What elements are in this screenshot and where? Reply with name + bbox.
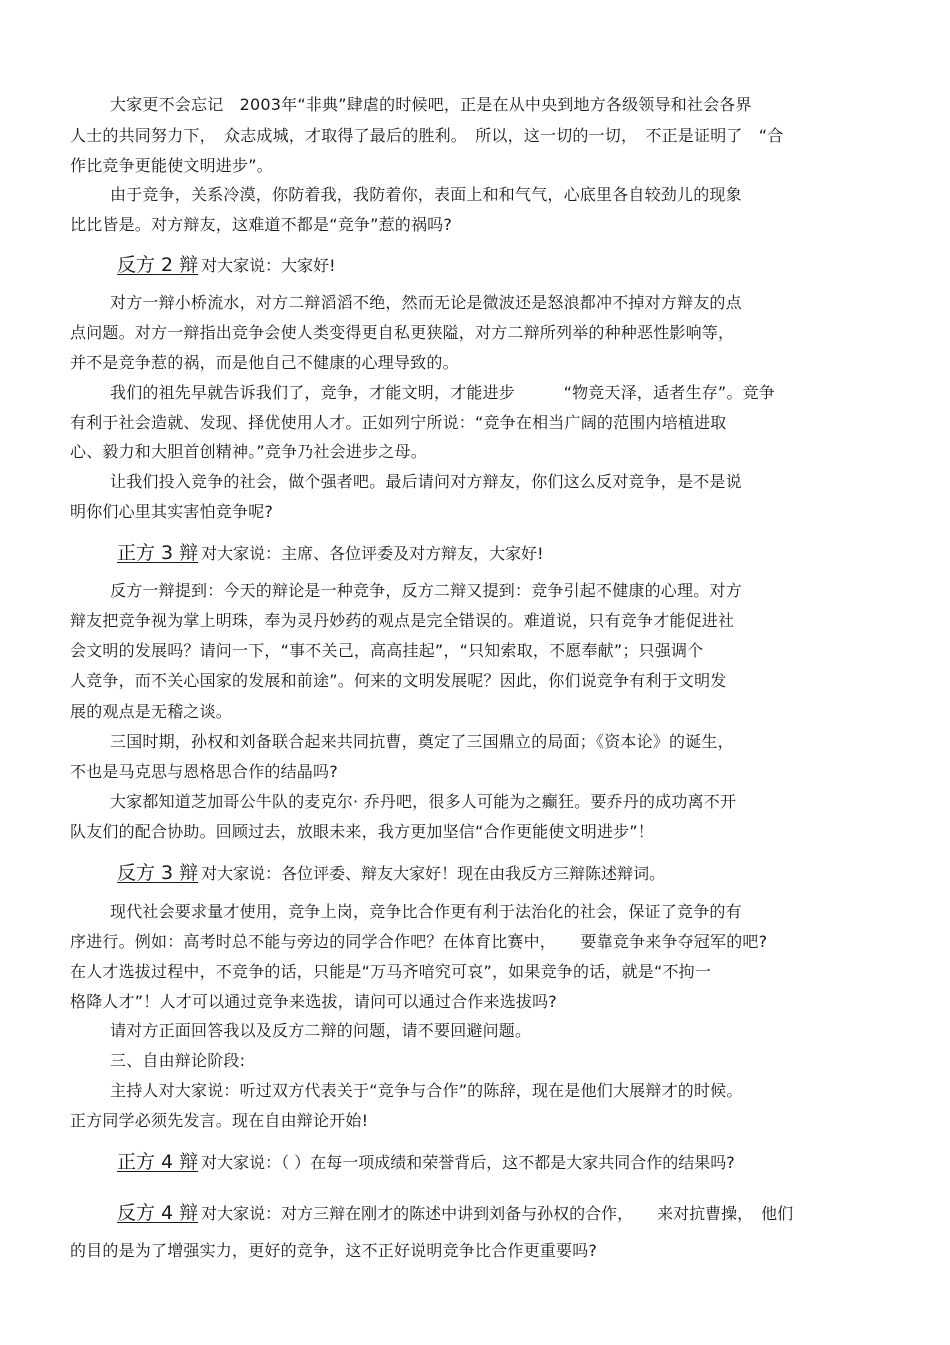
text-line: 不也是马克思与恩格思合作的结晶吗? [70,762,338,781]
speaker-label: 反方 2 辩 [117,254,199,276]
speaker-line [117,1201,793,1226]
text-line: 序进行。例如：高考时总不能与旁边的同学合作吧？在体育比赛中， 要靠竞争来争夺冠军的吧? [70,932,768,951]
text-line: 有利于社会造就、发现、择优使用人才。正如列宁所说：“竞争在相当广阔的范围内培植进取 [70,413,727,432]
text-line: 大家都知道芝加哥公牛队的麦克尔· 乔丹吧，很多人可能为之癫狂。要乔丹的成功离不开 [110,792,737,811]
speaker-label: 正方 4 辩 [117,1151,199,1173]
speaker-label: 反方 4 辩 [117,1202,199,1224]
text-line: 人士的共同努力下， 众志成城，才取得了最后的胜利。 所以，这一切的一切， 不正是证明了 “合 [70,126,784,145]
text-line: 请对方正面回答我以及反方二辩的问题，请不要回避问题。 [110,1021,532,1040]
speaker-line [117,541,544,566]
text-line: 队友们的配合协助。回顾过去，放眼未来，我方更加坚信“合作更能使文明进步”！ [70,822,654,841]
speaker-text: 对大家说：（ ）在每一项成绩和荣誉背后，这不都是大家共同合作的结果吗? [201,1153,735,1172]
text-line: 的目的是为了增强实力，更好的竞争，这不正好说明竞争比合作更重要吗? [70,1241,598,1260]
text-line: 并不是竞争惹的祸，而是他自己不健康的心理导致的。 [70,353,459,372]
text-line: 由于竞争，关系冷漠，你防着我，我防着你，表面上和和气气，心底里各自较劲儿的现象 [110,185,742,204]
text-line: 展的观点是无稽之谈。 [70,702,233,721]
text-line: 格降人才”！人才可以通过竞争来选拔，请问可以通过合作来选拔吗? [70,992,557,1011]
speaker-line [117,253,336,278]
text-line: 主持人对大家说：听过双方代表关于“竞争与合作”的陈辞，现在是他们大展辩才的时候。 [110,1081,743,1100]
text-line: 明你们心里其实害怕竞争呢? [70,502,274,521]
speaker-label: 反方 3 辩 [117,862,199,884]
text-line: 现代社会要求量才使用，竞争上岗，竞争比合作更有利于法治化的社会，保证了竞争的有 [110,902,742,921]
text-line: 辩友把竞争视为掌上明珠，奉为灵丹妙药的观点是完全错误的。难道说，只有竞争才能促进社 [70,611,735,630]
text-line: 人竞争，而不关心国家的发展和前途”。何来的文明发展呢？因此，你们说竞争有利于文明发 [70,671,727,690]
text-line: 会文明的发展吗？请问一下，“事不关己，高高挂起”，“只知索取，不愿奉献”；只强调个 [70,641,704,660]
speaker-line [117,1150,735,1175]
text-line: 比比皆是。对方辩友，这难道不都是“竞争”惹的祸吗? [70,215,453,234]
speaker-label: 正方 3 辩 [117,542,199,564]
speaker-text: 对大家说：对方三辩在刚才的陈述中讲到刘备与孙权的合作， 来对抗曹操， 他们 [201,1204,794,1223]
text-line: 正方同学必须先发言。现在自由辩论开始! [70,1111,369,1130]
speaker-text: 对大家说：主席、各位评委及对方辩友，大家好! [201,544,544,563]
speaker-line [117,861,665,886]
text-line: 反方一辩提到：今天的辩论是一种竞争，反方二辩又提到：竞争引起不健康的心理。对方 [110,581,742,600]
speaker-text: 对大家说：大家好! [201,256,336,275]
speaker-text: 对大家说：各位评委、辩友大家好！现在由我反方三辩陈述辩词。 [201,864,666,883]
text-line: 心、毅力和大胆首创精神。”竞争乃社会进步之母。 [70,442,427,461]
text-line: 对方一辩小桥流水，对方二辩滔滔不绝，然而无论是微波还是怒浪都冲不掉对方辩友的点 [110,293,742,312]
text-line: 作比竞争更能使文明进步”。 [70,156,273,175]
text-line: 我们的祖先早就告诉我们了，竞争，才能文明，才能进步 “物竞天泽，适者生存”。竞争 [110,383,775,402]
text-line: 大家更不会忘记 2003年“非典”肆虐的时候吧，正是在从中央到地方各级领导和社会各界 [110,95,752,114]
text-line: 让我们投入竞争的社会，做个强者吧。最后请问对方辩友，你们这么反对竞争，是不是说 [110,472,742,491]
text-line: 点问题。对方一辩指出竞争会使人类变得更自私更狭隘，对方二辩所列举的种种恶性影响等， [70,323,735,342]
section-heading: 三、自由辩论阶段: [110,1051,246,1070]
text-line: 三国时期，孙权和刘备联合起来共同抗曹，奠定了三国鼎立的局面；《资本论》的诞生， [110,732,734,751]
text-line: 在人才选拔过程中，不竞争的话，只能是“万马齐喑究可哀”，如果竞争的话，就是“不拘一 [70,962,712,981]
